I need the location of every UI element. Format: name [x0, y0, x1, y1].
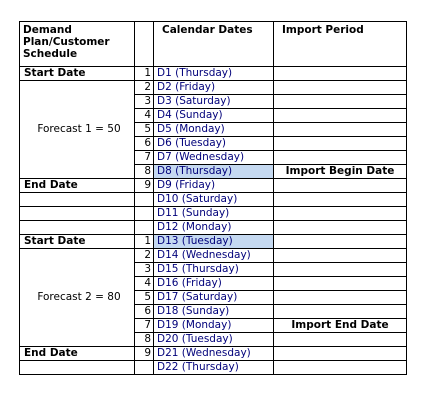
import-end-date-label: Import End Date: [274, 319, 407, 333]
header-demand-plan: Demand Plan/Customer Schedule: [20, 22, 135, 67]
empty-cell: [20, 221, 135, 235]
day-number: 6: [135, 137, 154, 151]
calendar-date: D6 (Tuesday): [154, 137, 274, 151]
calendar-date: D12 (Monday): [154, 221, 274, 235]
header-calendar-dates: Calendar Dates: [154, 22, 274, 67]
import-period: [274, 361, 407, 375]
calendar-date: D18 (Sunday): [154, 305, 274, 319]
table-row: [20, 207, 407, 221]
forecast-1-label: Forecast 1 = 50: [20, 81, 135, 179]
day-number: 3: [135, 95, 154, 109]
end-date-label: End Date: [20, 347, 135, 361]
start-date-label: Start Date: [20, 235, 135, 249]
import-period: [274, 249, 407, 263]
import-period: [274, 207, 407, 221]
calendar-date: D19 (Monday): [154, 319, 274, 333]
calendar-date: D20 (Tuesday): [154, 333, 274, 347]
empty-cell: [20, 361, 135, 375]
import-period: [274, 235, 407, 249]
table-row: [20, 67, 407, 81]
empty-cell: [20, 207, 135, 221]
empty-cell: [20, 193, 135, 207]
start-date-label: Start Date: [20, 67, 135, 81]
day-number: 4: [135, 109, 154, 123]
import-period: [274, 151, 407, 165]
import-period: [274, 277, 407, 291]
day-number: 2: [135, 249, 154, 263]
import-begin-date-label: Import Begin Date: [274, 165, 407, 179]
day-number: 5: [135, 123, 154, 137]
import-period: [274, 81, 407, 95]
table-row: [20, 81, 407, 95]
day-number: 4: [135, 277, 154, 291]
day-number: 7: [135, 151, 154, 165]
calendar-date: D5 (Monday): [154, 123, 274, 137]
import-period: [274, 179, 407, 193]
day-number: [135, 221, 154, 235]
day-number: 7: [135, 319, 154, 333]
import-period: [274, 263, 407, 277]
import-period: [274, 95, 407, 109]
day-number: 6: [135, 305, 154, 319]
import-period: [274, 333, 407, 347]
day-number: 9: [135, 347, 154, 361]
calendar-date: D9 (Friday): [154, 179, 274, 193]
day-number: 5: [135, 291, 154, 305]
import-period: [274, 347, 407, 361]
day-number: 1: [135, 67, 154, 81]
import-period: [274, 291, 407, 305]
calendar-date: D11 (Sunday): [154, 207, 274, 221]
import-period: [274, 67, 407, 81]
calendar-date: D16 (Friday): [154, 277, 274, 291]
day-number: [135, 193, 154, 207]
import-period: [274, 123, 407, 137]
day-number: 1: [135, 235, 154, 249]
import-period: [274, 193, 407, 207]
day-number: 2: [135, 81, 154, 95]
forecast-2-label: Forecast 2 = 80: [20, 249, 135, 347]
calendar-date: D22 (Thursday): [154, 361, 274, 375]
table-row: [20, 193, 407, 207]
calendar-date: D7 (Wednesday): [154, 151, 274, 165]
day-number: 8: [135, 165, 154, 179]
table-row: [20, 235, 407, 249]
import-period: [274, 305, 407, 319]
end-date-label: End Date: [20, 179, 135, 193]
calendar-date-highlighted: D13 (Tuesday): [154, 235, 274, 249]
import-period: [274, 137, 407, 151]
table-row: [20, 347, 407, 361]
schedule-table: [19, 21, 407, 375]
day-number: [135, 207, 154, 221]
import-period: [274, 109, 407, 123]
calendar-date: D1 (Thursday): [154, 67, 274, 81]
table-row: [20, 361, 407, 375]
header-row: [20, 22, 407, 67]
day-number: 3: [135, 263, 154, 277]
calendar-date: D3 (Saturday): [154, 95, 274, 109]
day-number: [135, 361, 154, 375]
table-row: [20, 179, 407, 193]
header-blank: [135, 22, 154, 67]
day-number: 8: [135, 333, 154, 347]
calendar-date: D17 (Saturday): [154, 291, 274, 305]
calendar-date: D10 (Saturday): [154, 193, 274, 207]
calendar-date: D2 (Friday): [154, 81, 274, 95]
calendar-date: D15 (Thursday): [154, 263, 274, 277]
table-row: [20, 249, 407, 263]
calendar-date: D4 (Sunday): [154, 109, 274, 123]
calendar-date-highlighted: D8 (Thursday): [154, 165, 274, 179]
day-number: 9: [135, 179, 154, 193]
table-row: [20, 221, 407, 235]
calendar-date: D14 (Wednesday): [154, 249, 274, 263]
calendar-date: D21 (Wednesday): [154, 347, 274, 361]
import-period: [274, 221, 407, 235]
header-import-period: Import Period: [274, 22, 407, 67]
